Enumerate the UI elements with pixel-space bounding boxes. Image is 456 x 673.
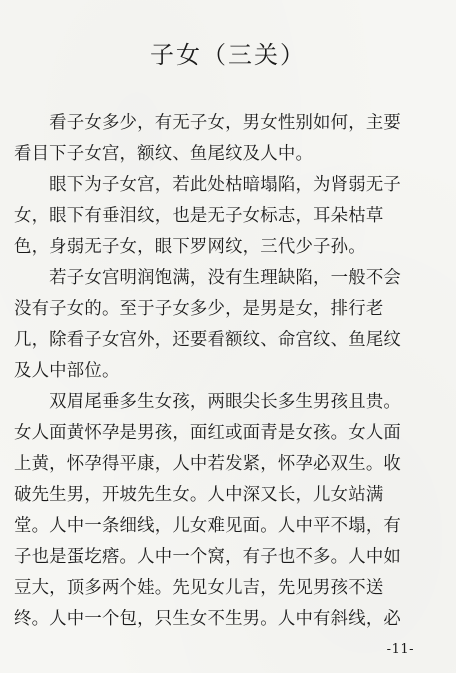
text-line: 女人面黄怀孕是男孩，面红或面青是女孩。女人面 — [14, 423, 401, 443]
text-line: 几，除看子女宫外，还要看额纹、命宫纹、鱼尾纹 — [14, 330, 401, 350]
text-line: 看子女多少，有无子女，男女性别如何，主要 — [14, 113, 401, 133]
page-number: -11- — [386, 642, 414, 657]
text-line: 双眉尾垂多生女孩，两眼尖长多生男孩且贵。 — [14, 392, 401, 412]
text-line: 若子女宫明润饱满，没有生理缺陷，一般不会 — [14, 268, 401, 288]
text-line: 子也是蛋圪瘩。人中一个窝，有子也不多。人中如 — [14, 547, 401, 567]
text-line: 上黄，怀孕得平康，人中若发紧，怀孕必双生。收 — [14, 454, 401, 474]
text-line: 女，眼下有垂泪纹，也是无子女标志，耳朵枯草 — [14, 206, 384, 226]
text-line: 豆大，顶多两个娃。先见女儿吉，先见男孩不送 — [14, 578, 384, 598]
page-title: 子女（三关） — [150, 41, 306, 69]
text-line: 终。人中一个包，只生女不生男。人中有斜线，必 — [14, 609, 401, 629]
text-line: 破先生男，开坡先生女。人中深又长，儿女站满 — [14, 485, 384, 505]
body-text — [14, 108, 442, 635]
text-line: 没有子女的。至于子女多少，是男是女，排行老 — [14, 299, 384, 319]
text-line: 眼下为子女宫，若此处枯暗塌陷，为肾弱无子 — [14, 175, 401, 195]
text-line: 看目下子女宫，额纹、鱼尾纹及人中。 — [14, 144, 314, 164]
text-line: 及人中部位。 — [14, 361, 120, 381]
text-line: 堂。人中一条细线，儿女难见面。人中平不塌，有 — [14, 516, 401, 536]
text-line: 色，身弱无子女，眼下罗网纹，三代少子孙。 — [14, 237, 366, 257]
